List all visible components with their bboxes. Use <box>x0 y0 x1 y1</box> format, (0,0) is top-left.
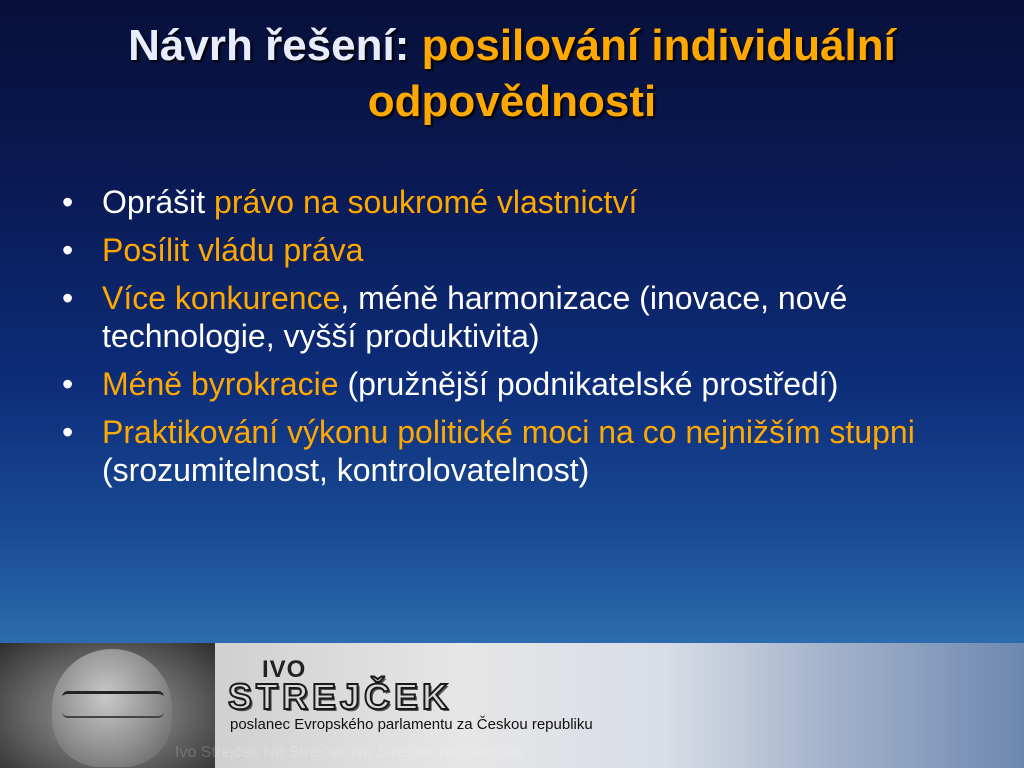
bullet-text-suffix: (srozumitelnost, kontrolovatelnost) <box>102 452 590 488</box>
bullet-list <box>62 183 982 499</box>
slide-title <box>0 18 1024 130</box>
bullet-dot: • <box>62 366 74 402</box>
bullet-text-highlight: Posílit vládu práva <box>102 232 364 268</box>
bullet-text-highlight: Praktikování výkonu politické moci na co nejnižším stupni <box>102 414 915 450</box>
bullet-dot: • <box>62 232 74 268</box>
portrait-glasses <box>62 691 164 718</box>
banner-last-name: STREJČEK <box>228 676 453 717</box>
list-item <box>62 413 982 489</box>
bullet-dot: • <box>62 184 74 220</box>
title-highlight: posilování individuální odpovědnosti <box>367 21 896 126</box>
bullet-text-suffix: (pružnější podnikatelské prostředí) <box>338 366 839 402</box>
list-item <box>62 279 982 355</box>
bullet-text-highlight: právo na soukromé vlastnictví <box>214 184 638 220</box>
bullet-text-highlight: Méně byrokracie <box>102 366 339 402</box>
bullet-text-suffix: , méně harmonizace (inovace, nové technologie, vyšší produktivita) <box>102 280 848 354</box>
list-item <box>62 231 982 269</box>
title-prefix: Návrh řešení: <box>128 21 422 70</box>
bullet-dot: • <box>62 414 74 450</box>
banner-watermark: Ivo Strejček Ivo Strejček Ivo Strejček Ivo Strejček <box>175 744 523 761</box>
bullet-text-highlight: Více konkurence <box>102 280 341 316</box>
list-item <box>62 365 982 403</box>
bullet-dot: • <box>62 280 74 316</box>
banner-first-name: IVO <box>262 656 307 683</box>
banner-subtitle: poslanec Evropského parlamentu za Českou republiku <box>230 716 593 733</box>
list-item <box>62 183 982 221</box>
bullet-text-prefix: Oprášit <box>102 184 215 220</box>
